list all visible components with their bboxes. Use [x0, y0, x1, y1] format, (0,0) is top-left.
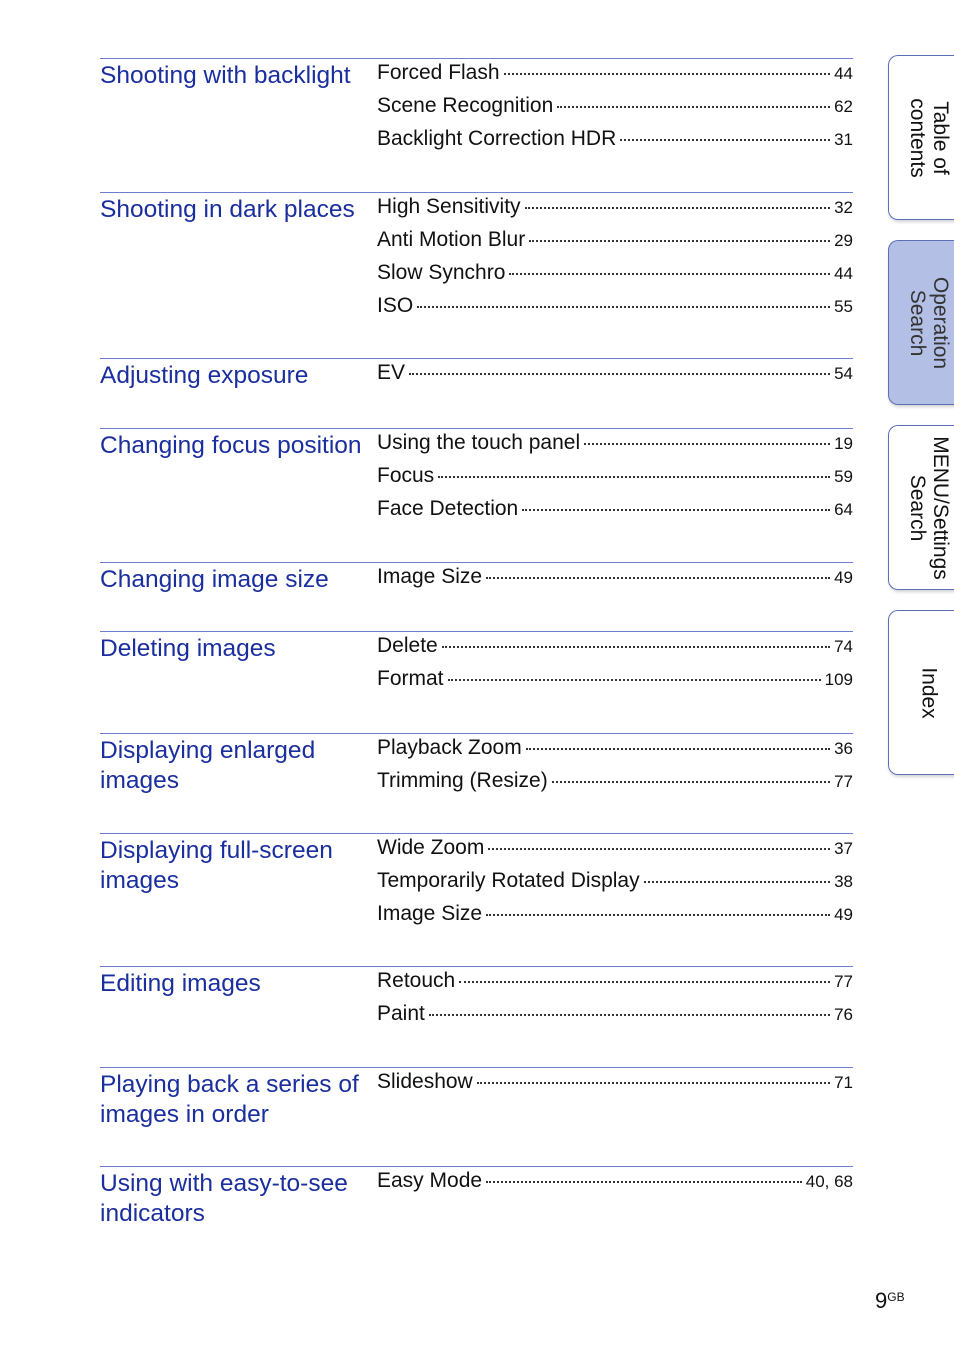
entry-label: Paint — [377, 1002, 425, 1025]
section-topic: Changing focus position — [100, 432, 362, 459]
entry-page-ref[interactable]: 49 — [834, 568, 853, 587]
toc-entry[interactable] — [377, 228, 853, 261]
toc-entry[interactable] — [377, 294, 853, 327]
entry-label: Slideshow — [377, 1070, 473, 1093]
toc-entry[interactable] — [377, 836, 853, 869]
entry-label: Using the touch panel — [377, 431, 581, 454]
dot-leader — [488, 848, 830, 850]
entry-page-ref[interactable]: 74 — [834, 637, 853, 656]
toc-entry[interactable] — [377, 902, 853, 935]
entry-list — [377, 61, 853, 160]
entry-page-ref[interactable]: 77 — [834, 972, 853, 991]
section — [100, 562, 853, 593]
section-topic: Shooting in dark places — [100, 196, 355, 223]
entry-list — [377, 1070, 853, 1103]
section-topic: Shooting with backlight — [100, 62, 351, 89]
page-number — [875, 1288, 905, 1314]
side-tab-label: Index — [917, 666, 940, 719]
dot-leader — [525, 207, 831, 209]
toc-entry[interactable] — [377, 869, 853, 902]
dot-leader — [442, 646, 830, 648]
section — [100, 58, 853, 150]
toc-entry[interactable] — [377, 667, 853, 700]
toc-entry[interactable] — [377, 195, 853, 228]
entry-label: Playback Zoom — [377, 736, 522, 759]
dot-leader — [486, 577, 830, 579]
side-tab-label: Table of contents — [905, 97, 952, 178]
entry-list — [377, 1169, 853, 1202]
entry-page-ref[interactable]: 54 — [834, 364, 853, 383]
section-topic: Using with easy-to-see indicators — [100, 1170, 348, 1227]
toc-entry[interactable] — [377, 497, 853, 530]
entry-list — [377, 361, 853, 394]
entry-page-ref[interactable]: 109 — [824, 670, 853, 689]
dot-leader — [529, 240, 830, 242]
entry-label: High Sensitivity — [377, 195, 521, 218]
toc-entry[interactable] — [377, 634, 853, 667]
entry-label: Slow Synchro — [377, 261, 506, 284]
entry-label: Scene Recognition — [377, 94, 554, 117]
dot-leader — [448, 679, 821, 681]
dot-leader — [522, 509, 830, 511]
section — [100, 1166, 853, 1227]
entry-page-ref[interactable]: 59 — [834, 467, 853, 486]
section — [100, 733, 853, 794]
toc-entry[interactable] — [377, 565, 853, 598]
section — [100, 966, 853, 1025]
dot-leader — [409, 373, 830, 375]
dot-leader — [644, 881, 830, 883]
entry-page-ref[interactable]: 36 — [834, 739, 853, 758]
entry-page-ref[interactable]: 29 — [834, 231, 853, 250]
entry-page-ref[interactable]: 31 — [834, 130, 853, 149]
toc-entry[interactable] — [377, 127, 853, 160]
dot-leader — [526, 748, 830, 750]
dot-leader — [417, 306, 830, 308]
entry-list — [377, 634, 853, 700]
section-topic: Playing back a series of images in order — [100, 1071, 359, 1128]
page-number-suffix: GB — [887, 1290, 905, 1304]
dot-leader — [509, 273, 830, 275]
side-tab[interactable] — [888, 55, 954, 220]
entry-label: Delete — [377, 634, 438, 657]
entry-page-ref[interactable]: 32 — [834, 198, 853, 217]
toc-entry[interactable] — [377, 1002, 853, 1035]
entry-label: Anti Motion Blur — [377, 228, 526, 251]
toc-entry[interactable] — [377, 769, 853, 802]
section-topic: Displaying enlarged images — [100, 737, 316, 794]
entry-page-ref[interactable]: 49 — [834, 905, 853, 924]
entry-label: Image Size — [377, 902, 483, 925]
section — [100, 358, 853, 389]
entry-page-ref[interactable]: 38 — [834, 872, 853, 891]
entry-page-ref[interactable]: 44 — [834, 64, 853, 83]
entry-page-ref[interactable]: 77 — [834, 772, 853, 791]
toc-entry[interactable] — [377, 736, 853, 769]
dot-leader — [557, 106, 830, 108]
entry-label: Format — [377, 667, 444, 690]
entry-page-ref[interactable]: 71 — [834, 1073, 853, 1092]
dot-leader — [584, 443, 830, 445]
entry-list — [377, 431, 853, 530]
entry-list — [377, 195, 853, 327]
section — [100, 833, 853, 925]
dot-leader — [552, 781, 830, 783]
entry-label: Wide Zoom — [377, 836, 485, 859]
section-topic: Editing images — [100, 970, 261, 997]
toc-entry[interactable] — [377, 1070, 853, 1103]
section — [100, 192, 853, 317]
side-tab[interactable] — [888, 610, 954, 775]
toc-entry[interactable] — [377, 464, 853, 497]
section — [100, 428, 853, 520]
entry-label: Image Size — [377, 565, 483, 588]
entry-page-ref[interactable]: 37 — [834, 839, 853, 858]
entry-label: Easy Mode — [377, 1169, 483, 1192]
entry-page-ref[interactable]: 62 — [834, 97, 853, 116]
dot-leader — [477, 1082, 830, 1084]
entry-page-ref[interactable]: 64 — [834, 500, 853, 519]
side-tab-label: MENU/Settings Search — [905, 435, 952, 580]
entry-label: Trimming (Resize) — [377, 769, 548, 792]
section — [100, 631, 853, 690]
dot-leader — [438, 476, 830, 478]
entry-page-ref[interactable]: 44 — [834, 264, 853, 283]
toc-entry[interactable] — [377, 61, 853, 94]
entry-label: EV — [377, 361, 406, 384]
entry-label: Temporarily Rotated Display — [377, 869, 640, 892]
side-tab[interactable] — [888, 425, 954, 590]
toc-entry[interactable] — [377, 969, 853, 1002]
entry-label: Forced Flash — [377, 61, 500, 84]
section-topic: Deleting images — [100, 635, 276, 662]
entry-page-ref[interactable]: 76 — [834, 1005, 853, 1024]
entry-list — [377, 736, 853, 802]
dot-leader — [429, 1014, 830, 1016]
dot-leader — [486, 1181, 802, 1183]
entry-label: Backlight Correction HDR — [377, 127, 617, 150]
page-number-value: 9 — [875, 1288, 888, 1313]
entry-label: ISO — [377, 294, 414, 317]
side-tab-label: Operation Search — [905, 276, 952, 369]
dot-leader — [504, 73, 831, 75]
toc-entry[interactable] — [377, 361, 853, 394]
toc-entry[interactable] — [377, 1169, 853, 1202]
side-tab[interactable] — [888, 240, 954, 405]
dot-leader — [620, 139, 830, 141]
section-topic: Adjusting exposure — [100, 362, 309, 389]
entry-page-ref[interactable]: 19 — [834, 434, 853, 453]
section-topic: Changing image size — [100, 566, 329, 593]
entry-list — [377, 836, 853, 935]
toc-entry[interactable] — [377, 94, 853, 127]
entry-label: Focus — [377, 464, 435, 487]
dot-leader — [459, 981, 830, 983]
entry-label: Retouch — [377, 969, 456, 992]
dot-leader — [486, 914, 830, 916]
toc-entry[interactable] — [377, 261, 853, 294]
toc-entry[interactable] — [377, 431, 853, 464]
entry-page-ref[interactable]: 55 — [834, 297, 853, 316]
section — [100, 1067, 853, 1128]
entry-list — [377, 565, 853, 598]
section-topic: Displaying full-screen images — [100, 837, 333, 894]
entry-list — [377, 969, 853, 1035]
entry-page-ref[interactable]: 40, 68 — [805, 1172, 853, 1191]
entry-label: Face Detection — [377, 497, 519, 520]
